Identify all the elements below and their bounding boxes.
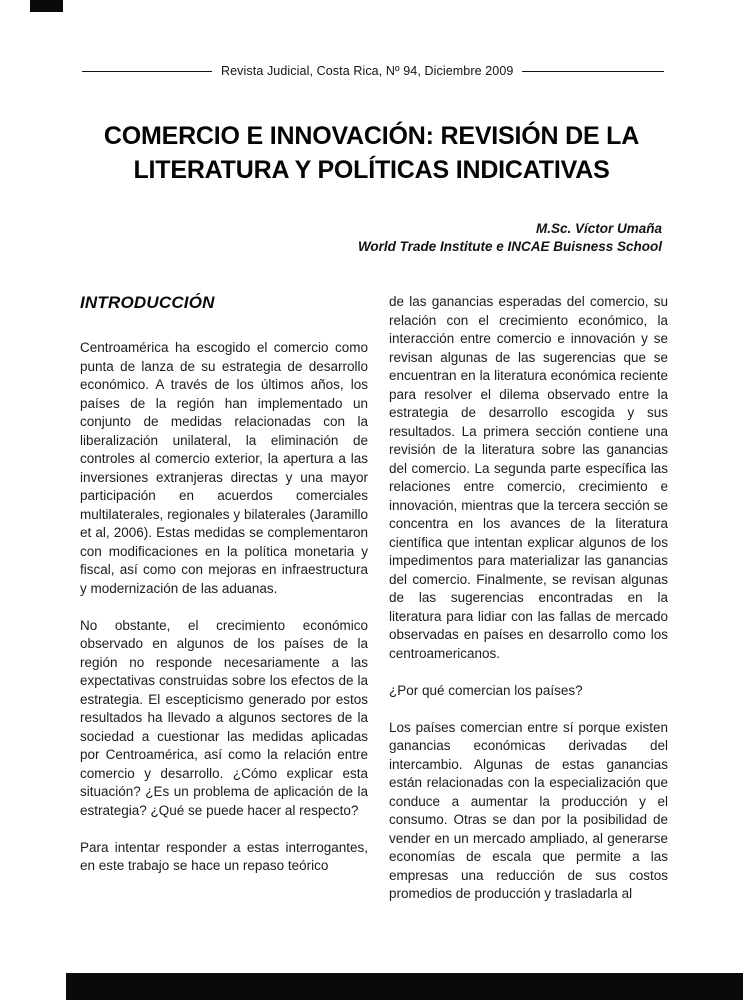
journal-header-text: Revista Judicial, Costa Rica, Nº 94, Diciembre 2009 xyxy=(221,64,514,78)
author-name: M.Sc. Víctor Umaña xyxy=(535,221,662,236)
section-heading-introduccion: INTRODUCCIÓN xyxy=(80,293,215,312)
article-title-line-1: COMERCIO E INNOVACIÓN: REVISIÓN DE LA xyxy=(103,122,640,150)
paragraph: No obstante, el crecimiento económico observado en algunos de los países de la región no responde necesariamente a las expectativas construidas sobre los efectos de la estrategia. El escepticismo generado por estos resultados ha llevado a algunos sectores de la sociedad a cuestionar las medidas aplicadas por Centroamérica, así como la relación entre comercio y desarrollo. ¿Cómo explicar esta situación? ¿Es un problema de aplicación de la estrategia? ¿Qué se puede hacer al respecto? xyxy=(80,617,368,818)
author-block xyxy=(358,220,662,255)
scan-artifact-top-left xyxy=(30,0,63,12)
subsection-heading-por-que-comercian: ¿Por qué comercian los países? xyxy=(389,682,583,698)
article-title-line-2: LITERATURA Y POLÍTICAS INDICATIVAS xyxy=(133,156,610,184)
paragraph: Los países comercian entre sí porque existen ganancias económicas derivadas del intercambio. Algunas de estas ganancias están relacionadas con la especialización que conduce a aumentar la producción y el consumo. Otras se dan por la posibilidad de vender en un mercado ampliado, al generarse economías de escala que permite a las empresas una reducción de sus costos promedios de producción y trasladarla al xyxy=(389,719,668,901)
header-rule-right xyxy=(522,71,664,72)
journal-header xyxy=(82,64,664,78)
article-title xyxy=(40,119,703,187)
header-rule-left xyxy=(82,71,212,72)
scan-artifact-bottom xyxy=(66,973,743,1000)
paragraph: Para intentar responder a estas interrogantes, en este trabajo se hace un repaso teórico xyxy=(80,839,368,873)
left-column xyxy=(80,293,368,922)
paragraph: de las ganancias esperadas del comercio, su relación con el crecimiento económico, la interacción entre comercio e innovación y se revisan algunas de las sugerencias que se encuentran en la literatura económica reciente para resolver el dilema observado entre la estrategia de desarrollo escogida y sus resultados. La primera sección contiene una revisión de la literatura sobre las ganancias del comercio. La segunda parte específica las relaciones entre comercio, crecimiento e innovación, mientras que la tercera sección se concentra en los avances de la literatura científica que intentan explicar algunos de los impedimentos para materializar las ganancias del comercio. Finalmente, se revisan algunas de las sugerencias encontradas en la literatura para lidiar con las fallas de mercado observadas en países en desarrollo como los centroamericanos. xyxy=(389,294,668,661)
paragraph: Centroamérica ha escogido el comercio como punta de lanza de su estrategia de desarrollo económico. A través de los últimos años, los países de la región han implementado un conjunto de medidas relacionadas con la liberalización unilateral, la eliminación de controles al comercio exterior, la apertura a las inversiones extranjeras directas y una mayor participación en acuerdos comerciales multilaterales, regionales y bilaterales (Jaramillo et al, 2006). Estas medidas se complementaron con modificaciones en la política monetaria y fiscal, así como con mejoras en infraestructura y modernización de las aduanas. xyxy=(80,340,368,596)
author-affiliation: World Trade Institute e INCAE Buisness School xyxy=(357,238,662,254)
article-body xyxy=(80,293,668,922)
right-column xyxy=(389,293,668,922)
